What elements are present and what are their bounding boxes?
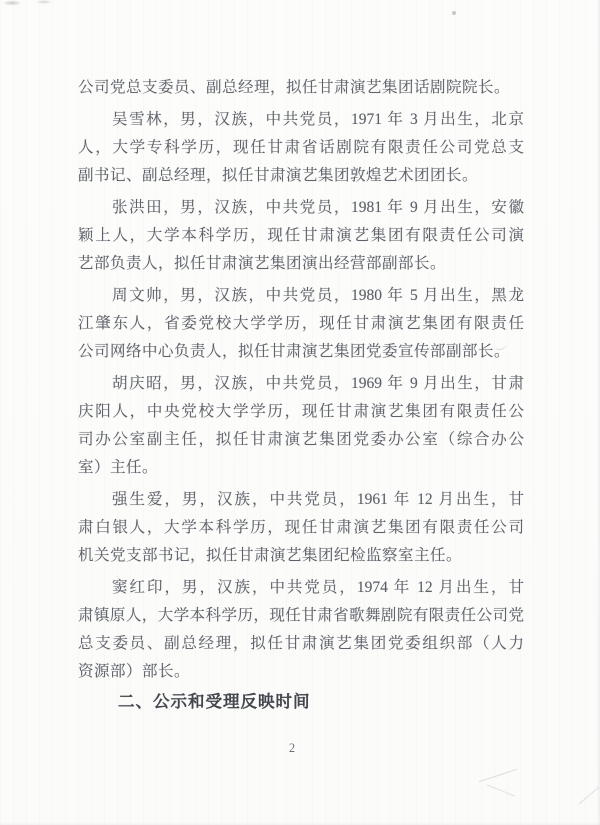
scan-dot-artifact	[452, 11, 456, 15]
document-paragraph	[78, 486, 524, 570]
text-line: 张洪田，男，汉族，中共党员，1981 年 9 月出生，安徽	[112, 199, 524, 216]
document-paragraph	[78, 106, 524, 190]
document-paragraph	[78, 194, 524, 278]
text-line: 肃镇原人，大学本科学历，现任甘肃省歌舞剧院有限责任公司党	[78, 607, 524, 624]
document-paragraph	[78, 370, 524, 482]
text-line: 机关党支部书记，拟任甘肃演艺集团纪检监察室主任。	[78, 547, 463, 564]
text-line: 周文帅，男，汉族，中共党员，1980 年 5 月出生，黑龙	[112, 287, 524, 304]
text-line: 吴雪林，男，汉族，中共党员，1971 年 3 月出生，北京	[112, 111, 524, 128]
section-heading: 二、公示和受理反映时间	[118, 693, 311, 711]
text-line: 江肇东人，省委党校大学学历，现任甘肃演艺集团有限责任	[78, 315, 524, 332]
page-number: 2	[288, 741, 296, 755]
scan-scratch-artifact	[487, 784, 515, 796]
text-line: 司办公室副主任，拟任甘肃演艺集团党委办公室（综合办公	[78, 431, 524, 448]
text-line: 庆阳人，中央党校大学学历，现任甘肃演艺集团有限责任公	[78, 403, 524, 420]
text-line: 强生爱，男，汉族，中共党员，1961 年 12 月出生，甘	[112, 491, 524, 508]
document-paragraph	[78, 574, 524, 686]
text-line: 总支委员、副总经理，拟任甘肃演艺集团党委组织部（人力	[78, 635, 524, 652]
scan-smudge-artifact	[0, 0, 58, 9]
scan-scratch-artifact	[579, 787, 600, 804]
text-line: 艺部负责人，拟任甘肃演艺集团演出经营部副部长。	[78, 255, 447, 272]
text-line: 肃白银人，大学本科学历，现任甘肃演艺集团有限责任公司	[78, 519, 524, 536]
text-line: 副书记、副总经理，拟任甘肃演艺集团敦煌艺术团团长。	[78, 167, 479, 184]
text-line: 公司党总支委员、副总经理，拟任甘肃演艺集团话剧院院长。	[78, 79, 511, 96]
document-paragraph	[78, 282, 524, 366]
document-body	[78, 74, 524, 686]
document-paragraph	[78, 74, 524, 102]
scan-scratch-artifact	[479, 769, 517, 782]
text-line: 胡庆昭，男，汉族，中共党员，1969 年 9 月出生，甘肃	[112, 375, 524, 392]
text-line: 资源部）部长。	[78, 663, 191, 680]
text-line: 颖上人，大学本科学历，现任甘肃演艺集团有限责任公司演	[78, 227, 524, 244]
text-line: 公司网络中心负责人，拟任甘肃演艺集团党委宣传部副部长。	[78, 343, 511, 360]
text-line: 人，大学专科学历，现任甘肃省话剧院有限责任公司党总支	[78, 139, 524, 156]
text-line: 窦红印，男，汉族，中共党员，1974 年 12 月出生，甘	[112, 579, 524, 596]
text-line: 室）主任。	[78, 459, 159, 476]
